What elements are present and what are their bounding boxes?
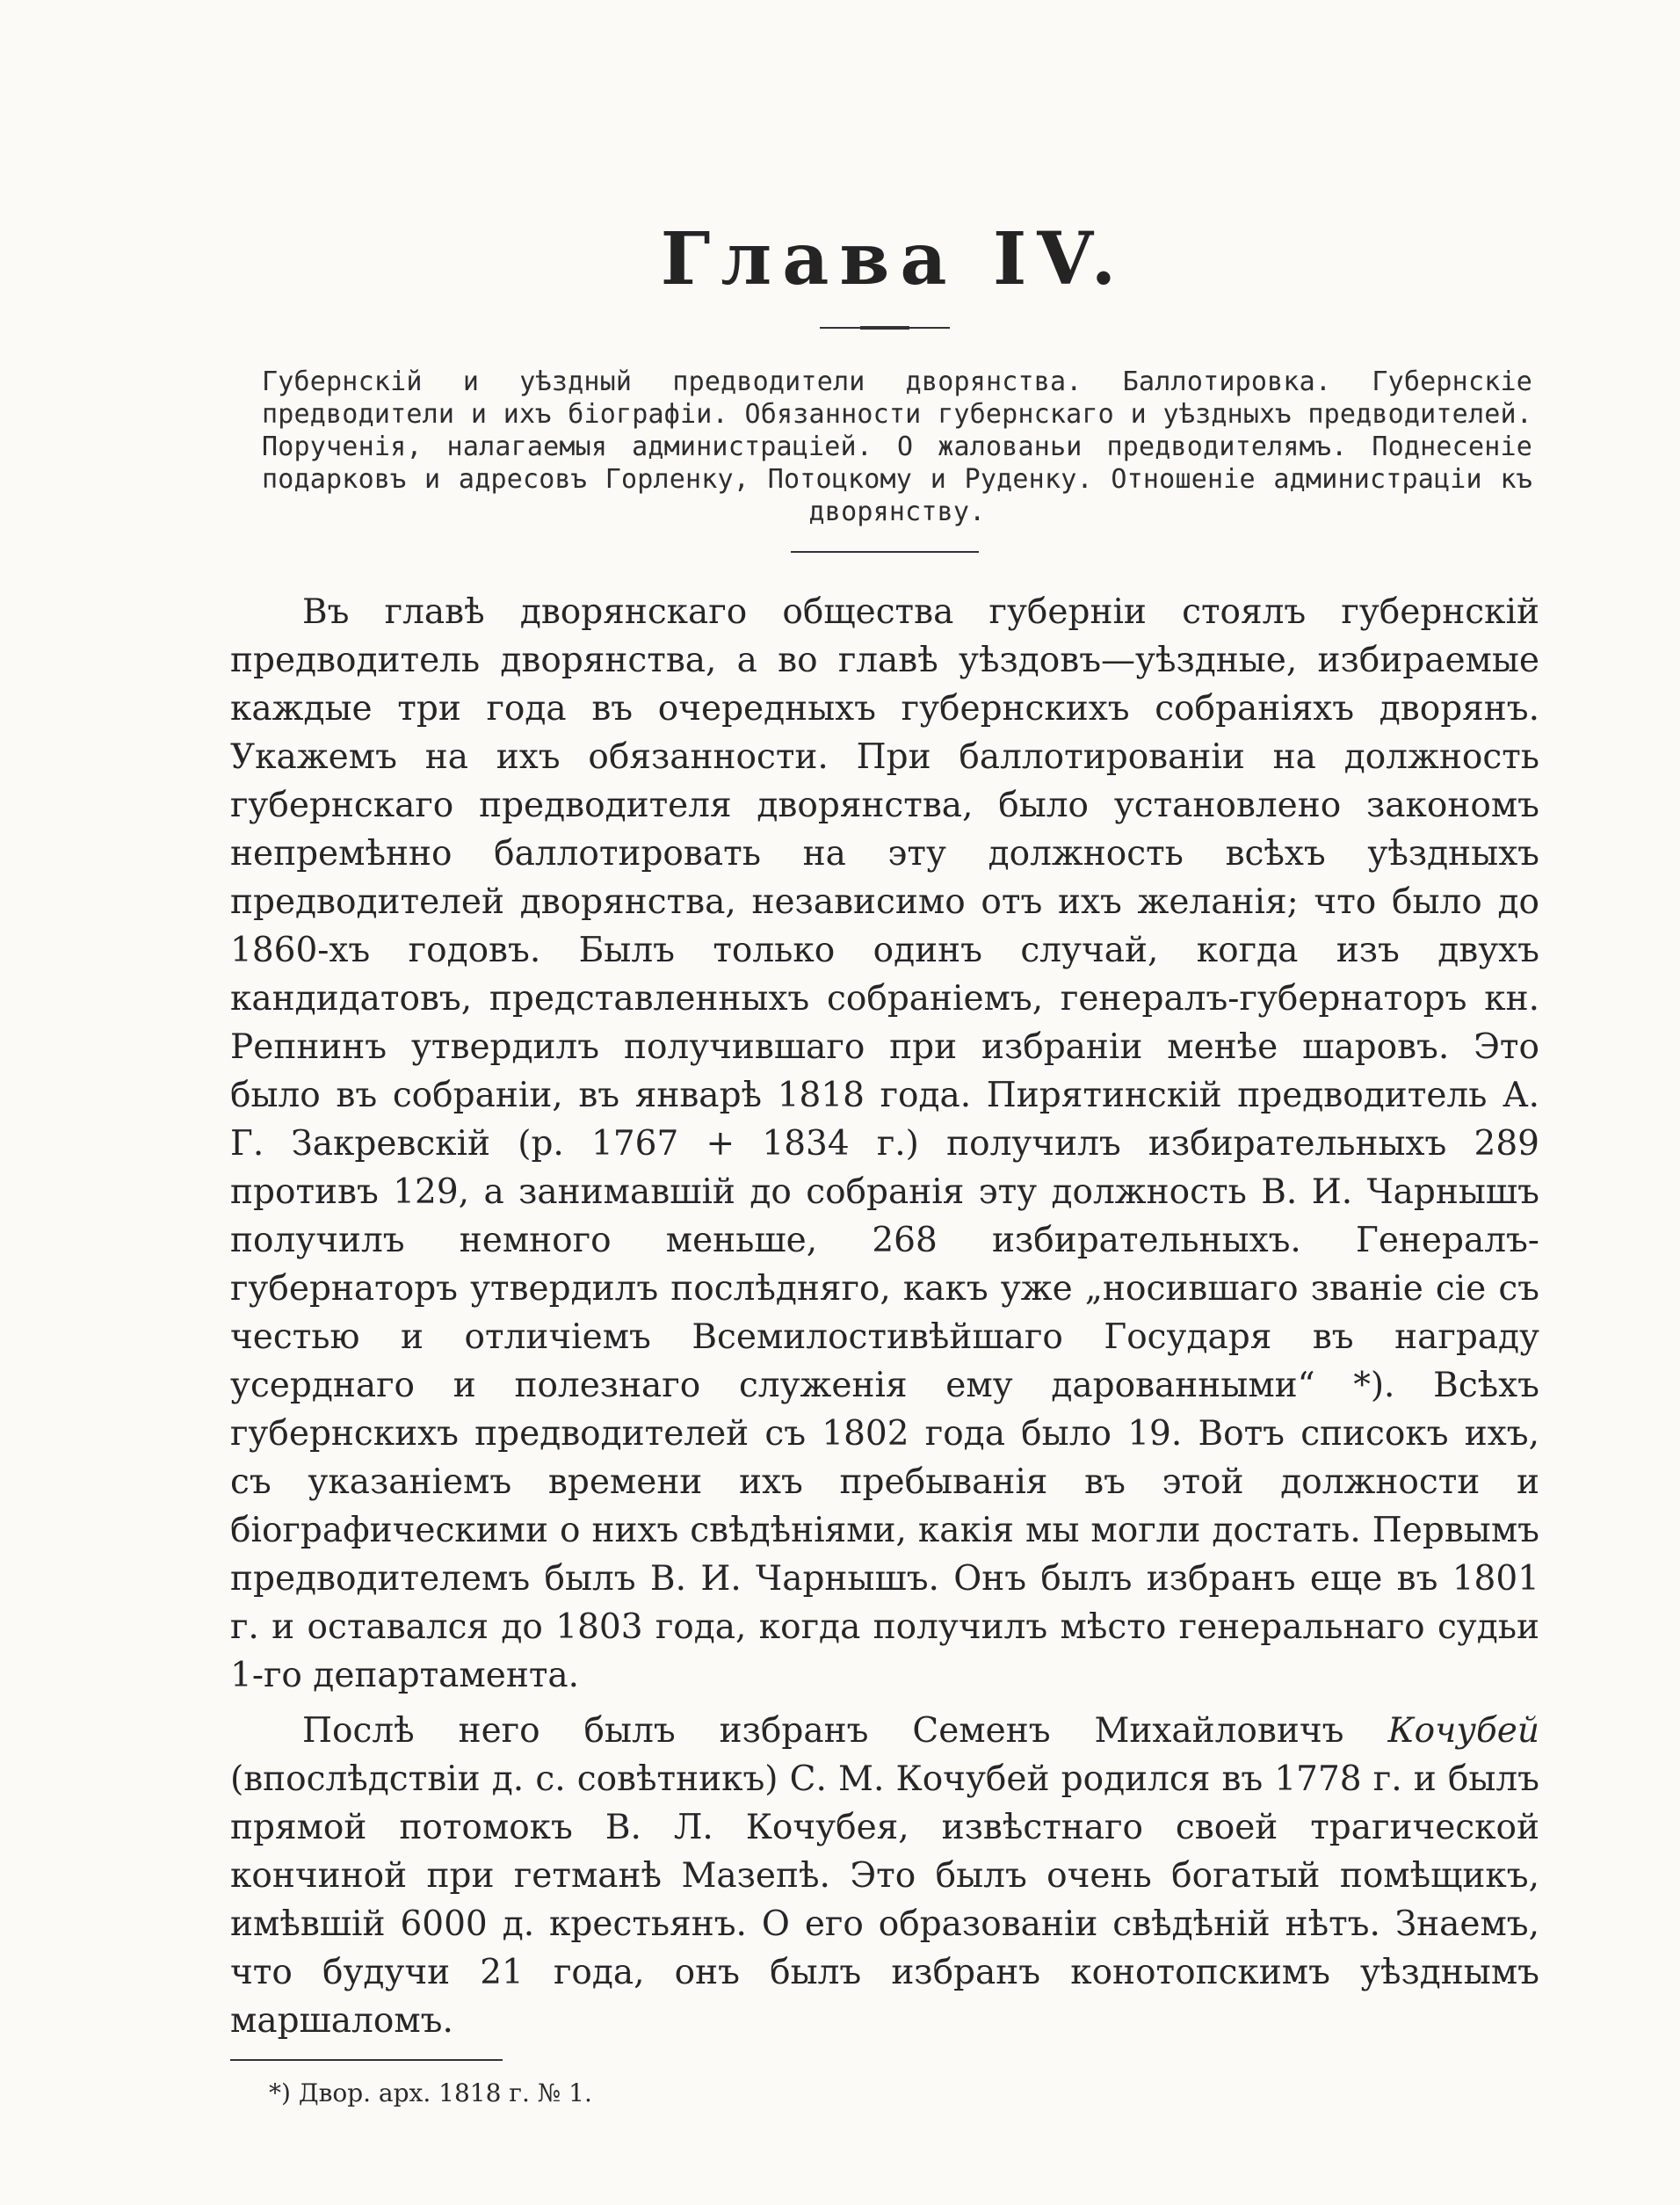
- paragraph-2: [230, 1707, 1539, 2045]
- paragraph-2-name: Кочубей: [1387, 1711, 1539, 1751]
- chapter-body: [230, 588, 1539, 2045]
- footnote: *) Двор. арх. 1818 г. № 1.: [269, 2078, 592, 2107]
- chapter-title: Глава IV.: [660, 217, 1127, 301]
- paragraph-2-rest: (впослѣдствіи д. с. совѣтникъ) С. М. Кочубей родился въ 1778 г. и былъ прямой потомокъ В. Л. Кочубея, извѣстнаго своей трагической кончиной при гетманѣ Мазепѣ. Это былъ очень богатый помѣщикъ, имѣвшій 6000 д. крестьянъ. О его образованіи свѣдѣній нѣтъ. Знаемъ, что будучи 21 года, онъ былъ избранъ конотопскимъ уѣзднымъ маршаломъ.: [230, 1759, 1539, 2041]
- paragraph-2-start: Послѣ него былъ избранъ Семенъ Михайловичъ: [302, 1711, 1388, 1751]
- paragraph-1: Въ главѣ дворянскаго общества губерніи стоялъ губернскій предводитель дворянства, а во главѣ уѣздовъ—уѣздные, избираемые каждые три года въ очередныхъ губернскихъ собраніяхъ дворянъ. Укажемъ на ихъ обязанности. При баллотированіи на должность губернскаго предводителя дворянства, было установлено закономъ непремѣнно баллотировать на эту должность всѣхъ уѣздныхъ предводителей дворянства, независимо отъ ихъ желанія; что было до 1860-хъ годовъ. Былъ только одинъ случай, когда изъ двухъ кандидатовъ, представленныхъ собраніемъ, генералъ-губернаторъ кн. Репнинъ утвердилъ получившаго при избраніи менѣе шаровъ. Это было въ собраніи, въ январѣ 1818 года. Пирятинскій предводитель А. Г. Закревскій (р. 1767 + 1834 г.) получилъ избирательныхъ 289 противъ 129, а занимавшій до собранія эту должность В. И. Чарнышъ получилъ немного меньше, 268 избирательныхъ. Генералъ-губернаторъ утвердилъ послѣдняго, какъ уже „носившаго званіе сіе съ честью и отличіемъ Всемилостивѣйшаго Государя въ награду усерднаго и полезнаго служенія ему дарованными“ *). Всѣхъ губернскихъ предводителей съ 1802 года было 19. Вотъ списокъ ихъ, съ указаніемъ времени ихъ пребыванія въ этой должности и біографическими о нихъ свѣдѣніями, какія мы могли достать. Первымъ предводителемъ былъ В. И. Чарнышъ. Онъ былъ избранъ еще въ 1801 г. и оставался до 1803 года, когда получилъ мѣсто генеральнаго судьи 1-го департамента.: [230, 592, 1539, 1695]
- chapter-summary: Губернскій и уѣздный предводители дворянства. Баллотировка. Губернскіе предводители и ихъ біографіи. Обязанности губернскаго и уѣздныхъ предводителей. Порученія, налагаемыя администраціей. О жалованьи предводителямъ. Поднесеніе подарковъ и адресовъ Горленку, Потоцкому и Руденку. Отношеніе администраціи къ дворянству.: [262, 366, 1532, 527]
- footnote-divider: [230, 2059, 503, 2061]
- summary-divider: [791, 551, 979, 553]
- book-page: [230, 211, 1539, 2107]
- title-divider: [820, 327, 950, 329]
